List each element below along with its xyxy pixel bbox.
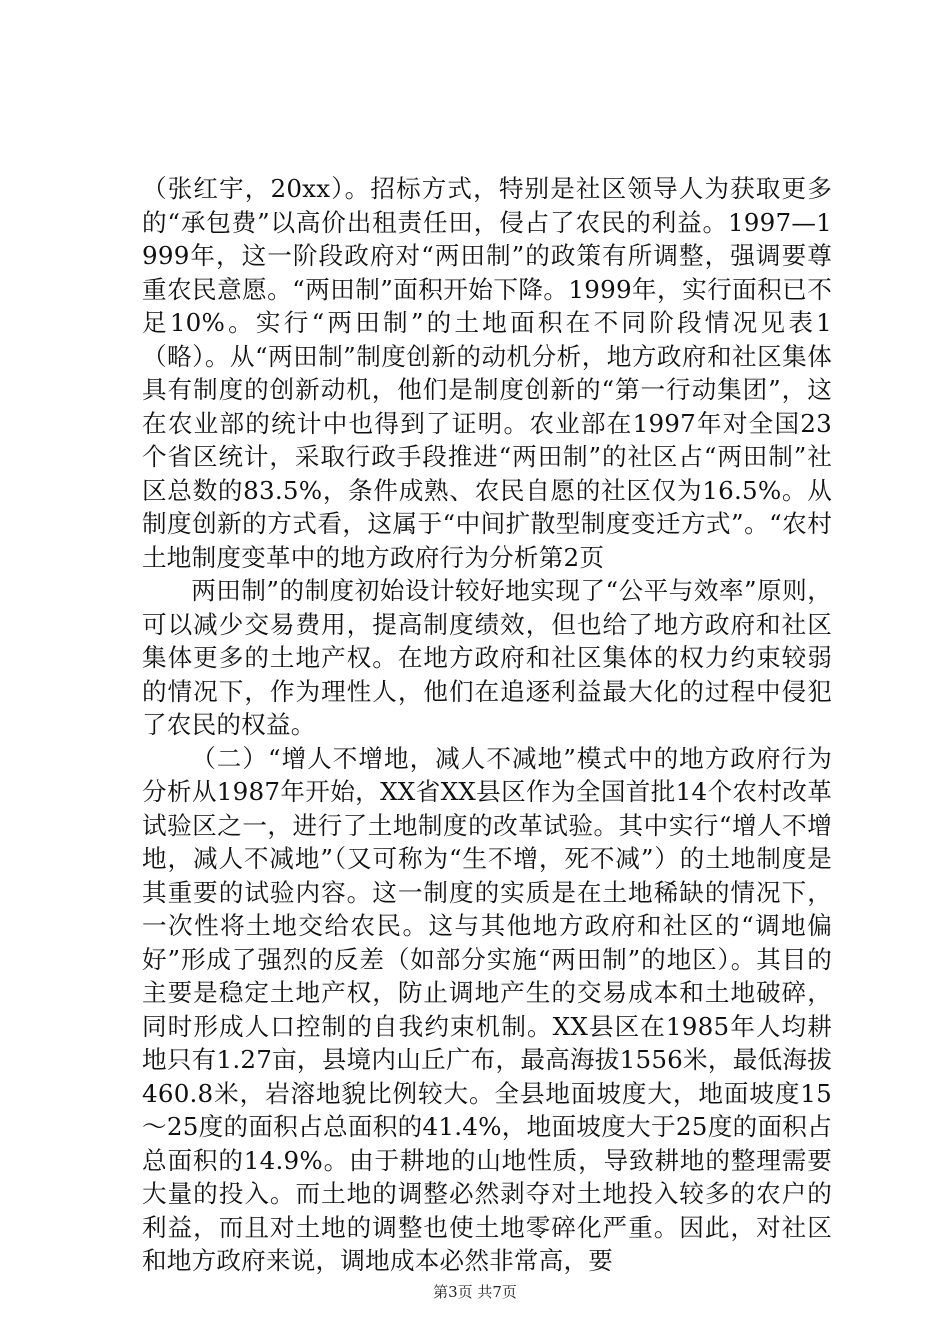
paragraph-2: 两田制”的制度初始设计较好地实现了“公平与效率”原则，可以减少交易费用，提高制度绩效，但也给了地方政府和社区集体更多的土地产权。在地方政府和社区集体的权力约束较弱的情况下，作为理性人，他们在追逐利益最大化的过程中侵犯了农民的权益。 bbox=[142, 576, 832, 739]
paragraph-3: （二）“增人不增地，减人不减地”模式中的地方政府行为分析从1987年开始，XX省XX县区作为全国首批14个农村改革试验区之一，进行了土地制度的改革试验。其中实行“增人不增地，减人不减地”（又可称为“生不增，死不减”）的土地制度是其重要的试验内容。这一制度的实质是在土地稀缺的情况下，一次性将土地交给农民。这与其他地方政府和社区的“调地偏好”形成了强烈的反差（如部分实施“两田制”的地区）。其目的主要是稳定土地产权，防止调地产生的交易成本和土地破碎，同时形成人口控制的自我约束机制。XX县区在1985年人均耕地只有1.27亩，县境内山丘广布，最高海拔1556米，最低海拔460.8米，岩溶地貌比例较大。全县地面坡度大，地面坡度15～25度的面积占总面积的41.4%，地面坡度大于25度的面积占总面积的14.9%。由于耕地的山地性质，导致耕地的整理需要大量的投入。而土地的调整必然剥夺对土地投入较多的农户的利益，而且对土地的调整也使土地零碎化严重。因此，对社区和地方政府来说，调地成本必然非常高，要 bbox=[142, 743, 832, 1275]
paragraph-1: （张红宇，20xx）。招标方式，特别是社区领导人为获取更多的“承包费”以高价出租责任田，侵占了农民的利益。1997—1999年，这一阶段政府对“两田制”的政策有所调整，强调要尊重农民意愿。“两田制”面积开始下降。1999年，实行面积已不足10%。实行“两田制”的土地面积在不同阶段情况见表1（略）。从“两田制”制度创新的动机分析，地方政府和社区集体具有制度的创新动机，他们是制度创新的“第一行动集团”，这在农业部的统计中也得到了证明。农业部在1997年对全国23个省区统计，采取行政手段推进“两田制”的社区占“两田制”社区总数的83.5%，条件成熟、农民自愿的社区仅为16.5%。从制度创新的方式看，这属于“中间扩散型制度变迁方式”。“农村土地制度变革中的地方政府行为分析第2页 bbox=[142, 174, 832, 572]
document-body bbox=[142, 172, 832, 1278]
page-footer: 第3页 共7页 bbox=[433, 1283, 517, 1301]
